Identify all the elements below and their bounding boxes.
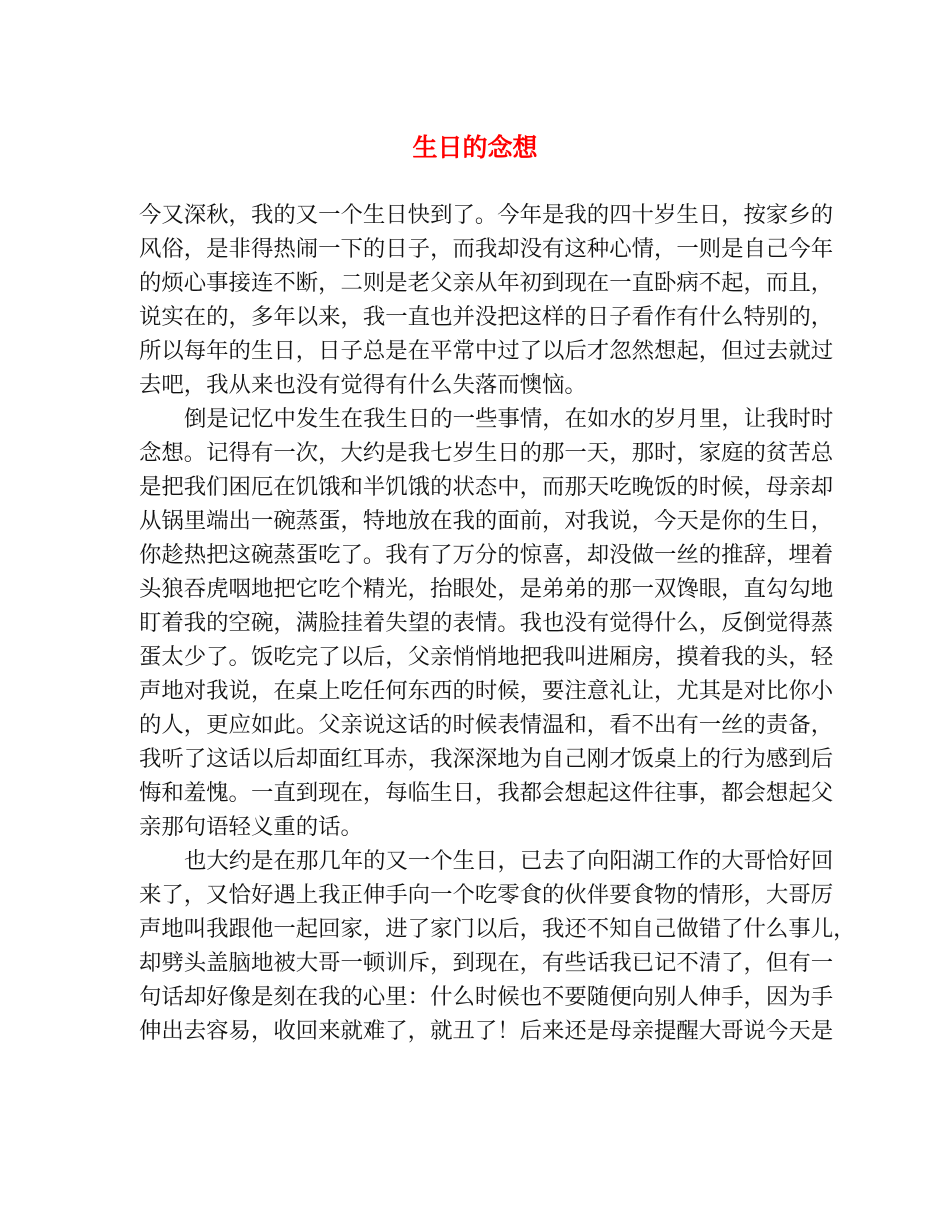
text-line: 悔和羞愧。一直到现在，每临生日，我都会想起这件往事，都会想起父 [139, 780, 834, 806]
text-line: 亲那句语轻义重的话。 [139, 814, 363, 840]
text-line: 头狼吞虎咽地把它吃个精光，抬眼处，是弟弟的那一双馋眼，直勾勾地 [139, 576, 834, 602]
text-line: 念想。记得有一次，大约是我七岁生日的那一天，那时，家庭的贫苦总 [139, 440, 834, 466]
text-line: 从锅里端出一碗蒸蛋，特地放在我的面前，对我说，今天是你的生日， [139, 508, 834, 534]
paragraph [139, 402, 834, 844]
text-line: 伸出去容易，收回来就难了，就丑了！后来还是母亲提醒大哥说今天是 [139, 1018, 834, 1044]
text-line: 的烦心事接连不断，二则是老父亲从年初到现在一直卧病不起，而且， [139, 270, 834, 296]
document-title: 生日的念想 [412, 133, 538, 162]
text-line: 也大约是在那几年的又一个生日，已去了向阳湖工作的大哥恰好回 [184, 848, 834, 874]
text-line: 说实在的，多年以来，我一直也并没把这样的日子看作有什么特别的， [139, 304, 834, 330]
text-line: 你趁热把这碗蒸蛋吃了。我有了万分的惊喜，却没做一丝的推辞，埋着 [139, 542, 834, 568]
text-line: 声地对我说，在桌上吃任何东西的时候，要注意礼让，尤其是对比你小 [139, 678, 834, 704]
text-line: 句话却好像是刻在我的心里：什么时候也不要随便向别人伸手，因为手 [139, 984, 834, 1010]
paragraph [139, 198, 834, 402]
text-line: 风俗，是非得热闹一下的日子，而我却没有这种心情，一则是自己今年 [139, 236, 834, 262]
text-line: 是把我们困厄在饥饿和半饥饿的状态中，而那天吃晚饭的时候，母亲却 [139, 474, 834, 500]
text-line: 声地叫我跟他一起回家，进了家门以后，我还不知自己做错了什么事儿， [139, 916, 856, 942]
text-line: 来了，又恰好遇上我正伸手向一个吃零食的伙伴要食物的情形，大哥厉 [139, 882, 834, 908]
text-line: 蛋太少了。饭吃完了以后，父亲悄悄地把我叫进厢房，摸着我的头，轻 [139, 644, 834, 670]
text-line: 的人，更应如此。父亲说这话的时候表情温和，看不出有一丝的责备， [139, 712, 834, 738]
document-body [139, 198, 856, 1048]
paragraph [139, 844, 856, 1048]
text-line: 倒是记忆中发生在我生日的一些事情，在如水的岁月里，让我时时 [184, 406, 834, 432]
text-line: 去吧，我从来也没有觉得有什么失落而懊恼。 [139, 372, 587, 398]
text-line: 所以每年的生日，日子总是在平常中过了以后才忽然想起，但过去就过 [139, 338, 834, 364]
text-line: 却劈头盖脑地被大哥一顿训斥，到现在，有些话我已记不清了，但有一 [139, 950, 834, 976]
text-line: 今又深秋，我的又一个生日快到了。今年是我的四十岁生日，按家乡的 [139, 202, 834, 228]
text-line: 我听了这话以后却面红耳赤，我深深地为自己刚才饭桌上的行为感到后 [139, 746, 834, 772]
text-line: 盯着我的空碗，满脸挂着失望的表情。我也没有觉得什么，反倒觉得蒸 [139, 610, 834, 636]
